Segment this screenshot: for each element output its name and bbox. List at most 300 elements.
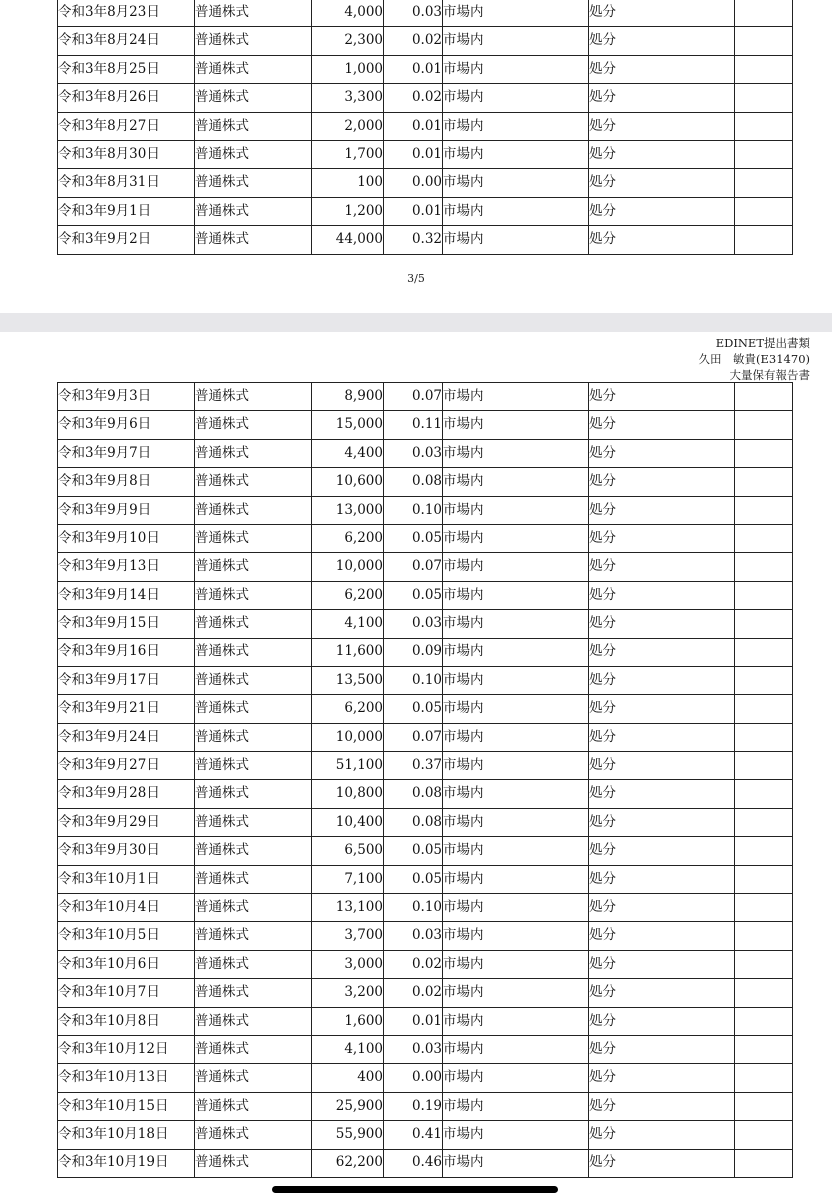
cell-unit-price	[735, 752, 793, 780]
cell-acquisition-disposal: 処分	[589, 837, 735, 865]
document-page-3	[0, 0, 832, 313]
cell-share-percentage: 0.07	[384, 723, 443, 751]
cell-acquisition-disposal: 処分	[589, 723, 735, 751]
cell-unit-price	[735, 1149, 793, 1177]
cell-share-quantity: 1,700	[312, 140, 384, 168]
document-page-4	[0, 332, 832, 1200]
cell-transaction-date: 令和3年10月6日	[58, 950, 195, 978]
cell-share-percentage: 0.05	[384, 524, 443, 552]
cell-unit-price	[735, 1092, 793, 1120]
transaction-table-body	[58, 383, 793, 1178]
cell-market-type: 市場内	[443, 638, 589, 666]
cell-share-percentage: 0.03	[384, 0, 443, 27]
cell-share-type: 普通株式	[195, 112, 312, 140]
cell-unit-price	[735, 950, 793, 978]
cell-transaction-date: 令和3年8月26日	[58, 84, 195, 112]
cell-share-quantity: 6,200	[312, 524, 384, 552]
cell-share-percentage: 0.03	[384, 1035, 443, 1063]
cell-share-quantity: 400	[312, 1064, 384, 1092]
cell-share-quantity: 4,000	[312, 0, 384, 27]
cell-share-type: 普通株式	[195, 979, 312, 1007]
cell-unit-price	[735, 524, 793, 552]
cell-acquisition-disposal: 処分	[589, 496, 735, 524]
table-row	[58, 950, 793, 978]
cell-unit-price	[735, 553, 793, 581]
cell-acquisition-disposal: 処分	[589, 383, 735, 411]
cell-transaction-date: 令和3年9月24日	[58, 723, 195, 751]
cell-transaction-date: 令和3年9月13日	[58, 553, 195, 581]
table-row	[58, 666, 793, 694]
cell-share-percentage: 0.03	[384, 439, 443, 467]
table-row	[58, 140, 793, 168]
cell-share-type: 普通株式	[195, 638, 312, 666]
cell-acquisition-disposal: 処分	[589, 524, 735, 552]
cell-acquisition-disposal: 処分	[589, 55, 735, 83]
cell-share-percentage: 0.05	[384, 865, 443, 893]
cell-transaction-date: 令和3年9月30日	[58, 837, 195, 865]
cell-share-quantity: 6,200	[312, 581, 384, 609]
cell-market-type: 市場内	[443, 894, 589, 922]
cell-share-type: 普通株式	[195, 865, 312, 893]
cell-transaction-date: 令和3年10月8日	[58, 1007, 195, 1035]
cell-market-type: 市場内	[443, 780, 589, 808]
cell-acquisition-disposal: 処分	[589, 780, 735, 808]
cell-transaction-date: 令和3年9月6日	[58, 411, 195, 439]
table-row	[58, 581, 793, 609]
cell-share-percentage: 0.41	[384, 1121, 443, 1149]
table-row	[58, 780, 793, 808]
cell-market-type: 市場内	[443, 695, 589, 723]
cell-share-quantity: 3,700	[312, 922, 384, 950]
cell-share-percentage: 0.05	[384, 581, 443, 609]
cell-share-quantity: 44,000	[312, 226, 384, 254]
cell-share-quantity: 10,400	[312, 808, 384, 836]
table-row	[58, 865, 793, 893]
cell-share-type: 普通株式	[195, 496, 312, 524]
table-row	[58, 1007, 793, 1035]
cell-share-quantity: 25,900	[312, 1092, 384, 1120]
cell-share-percentage: 0.00	[384, 1064, 443, 1092]
cell-unit-price	[735, 140, 793, 168]
cell-share-quantity: 11,600	[312, 638, 384, 666]
cell-transaction-date: 令和3年9月21日	[58, 695, 195, 723]
cell-transaction-date: 令和3年10月7日	[58, 979, 195, 1007]
cell-share-type: 普通株式	[195, 780, 312, 808]
cell-acquisition-disposal: 処分	[589, 0, 735, 27]
cell-transaction-date: 令和3年9月28日	[58, 780, 195, 808]
page-number: 3/5	[407, 272, 425, 285]
header-report-type: 大量保有報告書	[729, 368, 810, 382]
cell-unit-price	[735, 439, 793, 467]
cell-share-type: 普通株式	[195, 1007, 312, 1035]
cell-unit-price	[735, 723, 793, 751]
cell-transaction-date: 令和3年9月10日	[58, 524, 195, 552]
transaction-table-page-3	[57, 0, 793, 255]
cell-acquisition-disposal: 処分	[589, 752, 735, 780]
cell-acquisition-disposal: 処分	[589, 865, 735, 893]
cell-share-quantity: 3,300	[312, 84, 384, 112]
cell-share-type: 普通株式	[195, 695, 312, 723]
cell-market-type: 市場内	[443, 169, 589, 197]
cell-acquisition-disposal: 処分	[589, 112, 735, 140]
cell-unit-price	[735, 610, 793, 638]
cell-market-type: 市場内	[443, 1007, 589, 1035]
table-row	[58, 695, 793, 723]
cell-acquisition-disposal: 処分	[589, 695, 735, 723]
cell-transaction-date: 令和3年9月1日	[58, 197, 195, 225]
cell-acquisition-disposal: 処分	[589, 808, 735, 836]
cell-acquisition-disposal: 処分	[589, 1149, 735, 1177]
cell-share-type: 普通株式	[195, 922, 312, 950]
table-row	[58, 169, 793, 197]
cell-share-percentage: 0.03	[384, 610, 443, 638]
cell-share-percentage: 0.01	[384, 140, 443, 168]
cell-share-quantity: 1,600	[312, 1007, 384, 1035]
table-row	[58, 439, 793, 467]
header-filer-name: 久田 敏貴(E31470)	[698, 352, 810, 366]
cell-market-type: 市場内	[443, 0, 589, 27]
cell-share-percentage: 0.02	[384, 979, 443, 1007]
cell-market-type: 市場内	[443, 112, 589, 140]
cell-share-type: 普通株式	[195, 468, 312, 496]
cell-share-percentage: 0.08	[384, 780, 443, 808]
cell-share-quantity: 100	[312, 169, 384, 197]
cell-share-type: 普通株式	[195, 610, 312, 638]
cell-share-type: 普通株式	[195, 55, 312, 83]
cell-market-type: 市場内	[443, 610, 589, 638]
cell-share-type: 普通株式	[195, 837, 312, 865]
cell-transaction-date: 令和3年8月31日	[58, 169, 195, 197]
cell-share-quantity: 10,000	[312, 723, 384, 751]
cell-market-type: 市場内	[443, 140, 589, 168]
table-row	[58, 411, 793, 439]
cell-share-percentage: 0.02	[384, 950, 443, 978]
cell-market-type: 市場内	[443, 27, 589, 55]
cell-share-quantity: 6,200	[312, 695, 384, 723]
cell-share-type: 普通株式	[195, 1064, 312, 1092]
cell-share-type: 普通株式	[195, 752, 312, 780]
table-row	[58, 84, 793, 112]
cell-share-type: 普通株式	[195, 581, 312, 609]
cell-share-percentage: 0.00	[384, 169, 443, 197]
cell-share-type: 普通株式	[195, 197, 312, 225]
cell-unit-price	[735, 865, 793, 893]
table-row	[58, 723, 793, 751]
page-separator	[0, 313, 832, 332]
cell-market-type: 市場内	[443, 84, 589, 112]
cell-share-percentage: 0.01	[384, 197, 443, 225]
cell-share-percentage: 0.08	[384, 808, 443, 836]
cell-share-percentage: 0.05	[384, 837, 443, 865]
cell-share-quantity: 10,000	[312, 553, 384, 581]
cell-unit-price	[735, 695, 793, 723]
cell-share-type: 普通株式	[195, 383, 312, 411]
cell-share-quantity: 6,500	[312, 837, 384, 865]
cell-market-type: 市場内	[443, 723, 589, 751]
table-row	[58, 1035, 793, 1063]
cell-market-type: 市場内	[443, 752, 589, 780]
cell-share-percentage: 0.07	[384, 553, 443, 581]
cell-share-type: 普通株式	[195, 0, 312, 27]
cell-share-type: 普通株式	[195, 1121, 312, 1149]
table-row	[58, 638, 793, 666]
cell-transaction-date: 令和3年10月12日	[58, 1035, 195, 1063]
cell-unit-price	[735, 638, 793, 666]
cell-transaction-date: 令和3年10月13日	[58, 1064, 195, 1092]
cell-transaction-date: 令和3年9月15日	[58, 610, 195, 638]
cell-market-type: 市場内	[443, 439, 589, 467]
cell-unit-price	[735, 27, 793, 55]
cell-share-percentage: 0.10	[384, 894, 443, 922]
cell-share-quantity: 4,400	[312, 439, 384, 467]
cell-acquisition-disposal: 処分	[589, 979, 735, 1007]
cell-share-type: 普通株式	[195, 553, 312, 581]
cell-market-type: 市場内	[443, 1121, 589, 1149]
cell-market-type: 市場内	[443, 865, 589, 893]
cell-transaction-date: 令和3年8月23日	[58, 0, 195, 27]
cell-share-quantity: 13,100	[312, 894, 384, 922]
cell-share-type: 普通株式	[195, 411, 312, 439]
cell-share-percentage: 0.10	[384, 496, 443, 524]
cell-acquisition-disposal: 処分	[589, 950, 735, 978]
cell-unit-price	[735, 411, 793, 439]
cell-market-type: 市場内	[443, 808, 589, 836]
cell-unit-price	[735, 780, 793, 808]
cell-unit-price	[735, 112, 793, 140]
cell-share-type: 普通株式	[195, 27, 312, 55]
cell-market-type: 市場内	[443, 1092, 589, 1120]
cell-market-type: 市場内	[443, 553, 589, 581]
cell-unit-price	[735, 496, 793, 524]
cell-unit-price	[735, 1064, 793, 1092]
cell-share-quantity: 10,800	[312, 780, 384, 808]
cell-share-type: 普通株式	[195, 226, 312, 254]
cell-market-type: 市場内	[443, 979, 589, 1007]
cell-share-type: 普通株式	[195, 84, 312, 112]
cell-unit-price	[735, 0, 793, 27]
cell-share-type: 普通株式	[195, 524, 312, 552]
table-row	[58, 524, 793, 552]
table-row	[58, 894, 793, 922]
cell-unit-price	[735, 894, 793, 922]
cell-share-type: 普通株式	[195, 1092, 312, 1120]
table-row	[58, 922, 793, 950]
cell-share-percentage: 0.19	[384, 1092, 443, 1120]
transaction-table-body	[58, 0, 793, 254]
cell-transaction-date: 令和3年9月27日	[58, 752, 195, 780]
cell-share-percentage: 0.46	[384, 1149, 443, 1177]
cell-acquisition-disposal: 処分	[589, 27, 735, 55]
table-row	[58, 55, 793, 83]
cell-transaction-date: 令和3年8月27日	[58, 112, 195, 140]
cell-market-type: 市場内	[443, 922, 589, 950]
cell-acquisition-disposal: 処分	[589, 84, 735, 112]
cell-acquisition-disposal: 処分	[589, 411, 735, 439]
cell-acquisition-disposal: 処分	[589, 439, 735, 467]
table-row	[58, 979, 793, 1007]
cell-share-percentage: 0.01	[384, 1007, 443, 1035]
table-row	[58, 496, 793, 524]
cell-share-type: 普通株式	[195, 950, 312, 978]
cell-acquisition-disposal: 処分	[589, 140, 735, 168]
cell-share-percentage: 0.10	[384, 666, 443, 694]
cell-share-percentage: 0.09	[384, 638, 443, 666]
cell-share-quantity: 3,200	[312, 979, 384, 1007]
cell-acquisition-disposal: 処分	[589, 553, 735, 581]
cell-unit-price	[735, 666, 793, 694]
cell-share-quantity: 15,000	[312, 411, 384, 439]
cell-share-quantity: 7,100	[312, 865, 384, 893]
cell-market-type: 市場内	[443, 524, 589, 552]
cell-transaction-date: 令和3年10月18日	[58, 1121, 195, 1149]
cell-transaction-date: 令和3年9月8日	[58, 468, 195, 496]
cell-share-quantity: 8,900	[312, 383, 384, 411]
cell-acquisition-disposal: 処分	[589, 922, 735, 950]
cell-acquisition-disposal: 処分	[589, 581, 735, 609]
cell-share-type: 普通株式	[195, 439, 312, 467]
cell-market-type: 市場内	[443, 1149, 589, 1177]
cell-transaction-date: 令和3年9月2日	[58, 226, 195, 254]
cell-share-percentage: 0.11	[384, 411, 443, 439]
cell-share-percentage: 0.05	[384, 695, 443, 723]
cell-unit-price	[735, 837, 793, 865]
cell-transaction-date: 令和3年9月17日	[58, 666, 195, 694]
home-indicator-bar[interactable]	[272, 1186, 558, 1193]
cell-transaction-date: 令和3年10月4日	[58, 894, 195, 922]
table-row	[58, 383, 793, 411]
cell-transaction-date: 令和3年10月19日	[58, 1149, 195, 1177]
cell-market-type: 市場内	[443, 950, 589, 978]
cell-unit-price	[735, 1121, 793, 1149]
cell-transaction-date: 令和3年8月30日	[58, 140, 195, 168]
cell-acquisition-disposal: 処分	[589, 1007, 735, 1035]
table-row	[58, 610, 793, 638]
cell-unit-price	[735, 226, 793, 254]
cell-unit-price	[735, 197, 793, 225]
table-row	[58, 1064, 793, 1092]
cell-market-type: 市場内	[443, 1035, 589, 1063]
table-row	[58, 226, 793, 254]
cell-acquisition-disposal: 処分	[589, 1064, 735, 1092]
cell-transaction-date: 令和3年9月16日	[58, 638, 195, 666]
cell-share-quantity: 13,500	[312, 666, 384, 694]
cell-share-quantity: 10,600	[312, 468, 384, 496]
cell-unit-price	[735, 84, 793, 112]
cell-acquisition-disposal: 処分	[589, 1121, 735, 1149]
cell-share-quantity: 62,200	[312, 1149, 384, 1177]
cell-share-type: 普通株式	[195, 808, 312, 836]
cell-share-percentage: 0.32	[384, 226, 443, 254]
cell-share-type: 普通株式	[195, 894, 312, 922]
cell-market-type: 市場内	[443, 226, 589, 254]
cell-share-type: 普通株式	[195, 666, 312, 694]
cell-unit-price	[735, 169, 793, 197]
table-row	[58, 197, 793, 225]
cell-transaction-date: 令和3年9月29日	[58, 808, 195, 836]
cell-unit-price	[735, 1035, 793, 1063]
table-row	[58, 752, 793, 780]
cell-share-quantity: 13,000	[312, 496, 384, 524]
cell-share-type: 普通株式	[195, 140, 312, 168]
cell-market-type: 市場内	[443, 837, 589, 865]
cell-acquisition-disposal: 処分	[589, 666, 735, 694]
cell-acquisition-disposal: 処分	[589, 226, 735, 254]
cell-transaction-date: 令和3年8月24日	[58, 27, 195, 55]
cell-unit-price	[735, 808, 793, 836]
cell-unit-price	[735, 979, 793, 1007]
cell-unit-price	[735, 581, 793, 609]
cell-market-type: 市場内	[443, 197, 589, 225]
cell-share-percentage: 0.01	[384, 112, 443, 140]
cell-share-quantity: 2,300	[312, 27, 384, 55]
cell-transaction-date: 令和3年10月15日	[58, 1092, 195, 1120]
cell-share-percentage: 0.08	[384, 468, 443, 496]
cell-transaction-date: 令和3年9月3日	[58, 383, 195, 411]
cell-share-type: 普通株式	[195, 1035, 312, 1063]
cell-market-type: 市場内	[443, 468, 589, 496]
cell-share-type: 普通株式	[195, 1149, 312, 1177]
table-row	[58, 27, 793, 55]
cell-unit-price	[735, 55, 793, 83]
cell-transaction-date: 令和3年8月25日	[58, 55, 195, 83]
cell-market-type: 市場内	[443, 55, 589, 83]
table-row	[58, 112, 793, 140]
cell-transaction-date: 令和3年9月7日	[58, 439, 195, 467]
cell-market-type: 市場内	[443, 666, 589, 694]
cell-unit-price	[735, 383, 793, 411]
table-row	[58, 1092, 793, 1120]
table-row	[58, 0, 793, 27]
cell-transaction-date: 令和3年10月1日	[58, 865, 195, 893]
cell-unit-price	[735, 1007, 793, 1035]
cell-share-percentage: 0.37	[384, 752, 443, 780]
cell-share-quantity: 1,200	[312, 197, 384, 225]
cell-acquisition-disposal: 処分	[589, 638, 735, 666]
cell-acquisition-disposal: 処分	[589, 894, 735, 922]
table-row	[58, 553, 793, 581]
document-header	[699, 335, 810, 383]
cell-market-type: 市場内	[443, 411, 589, 439]
table-row	[58, 468, 793, 496]
cell-share-percentage: 0.02	[384, 84, 443, 112]
cell-share-quantity: 2,000	[312, 112, 384, 140]
cell-acquisition-disposal: 処分	[589, 1092, 735, 1120]
table-row	[58, 1121, 793, 1149]
cell-market-type: 市場内	[443, 581, 589, 609]
header-edinet-label: EDINET提出書類	[715, 336, 810, 350]
cell-share-quantity: 55,900	[312, 1121, 384, 1149]
cell-market-type: 市場内	[443, 383, 589, 411]
cell-share-quantity: 1,000	[312, 55, 384, 83]
cell-share-percentage: 0.02	[384, 27, 443, 55]
cell-share-percentage: 0.07	[384, 383, 443, 411]
cell-share-percentage: 0.01	[384, 55, 443, 83]
table-row	[58, 837, 793, 865]
cell-share-quantity: 51,100	[312, 752, 384, 780]
cell-share-quantity: 4,100	[312, 610, 384, 638]
cell-share-percentage: 0.03	[384, 922, 443, 950]
transaction-table-page-4	[57, 382, 793, 1178]
cell-acquisition-disposal: 処分	[589, 1035, 735, 1063]
cell-acquisition-disposal: 処分	[589, 197, 735, 225]
table-row	[58, 1149, 793, 1177]
cell-unit-price	[735, 468, 793, 496]
table-row	[58, 808, 793, 836]
cell-acquisition-disposal: 処分	[589, 468, 735, 496]
cell-transaction-date: 令和3年9月9日	[58, 496, 195, 524]
cell-market-type: 市場内	[443, 1064, 589, 1092]
cell-acquisition-disposal: 処分	[589, 169, 735, 197]
